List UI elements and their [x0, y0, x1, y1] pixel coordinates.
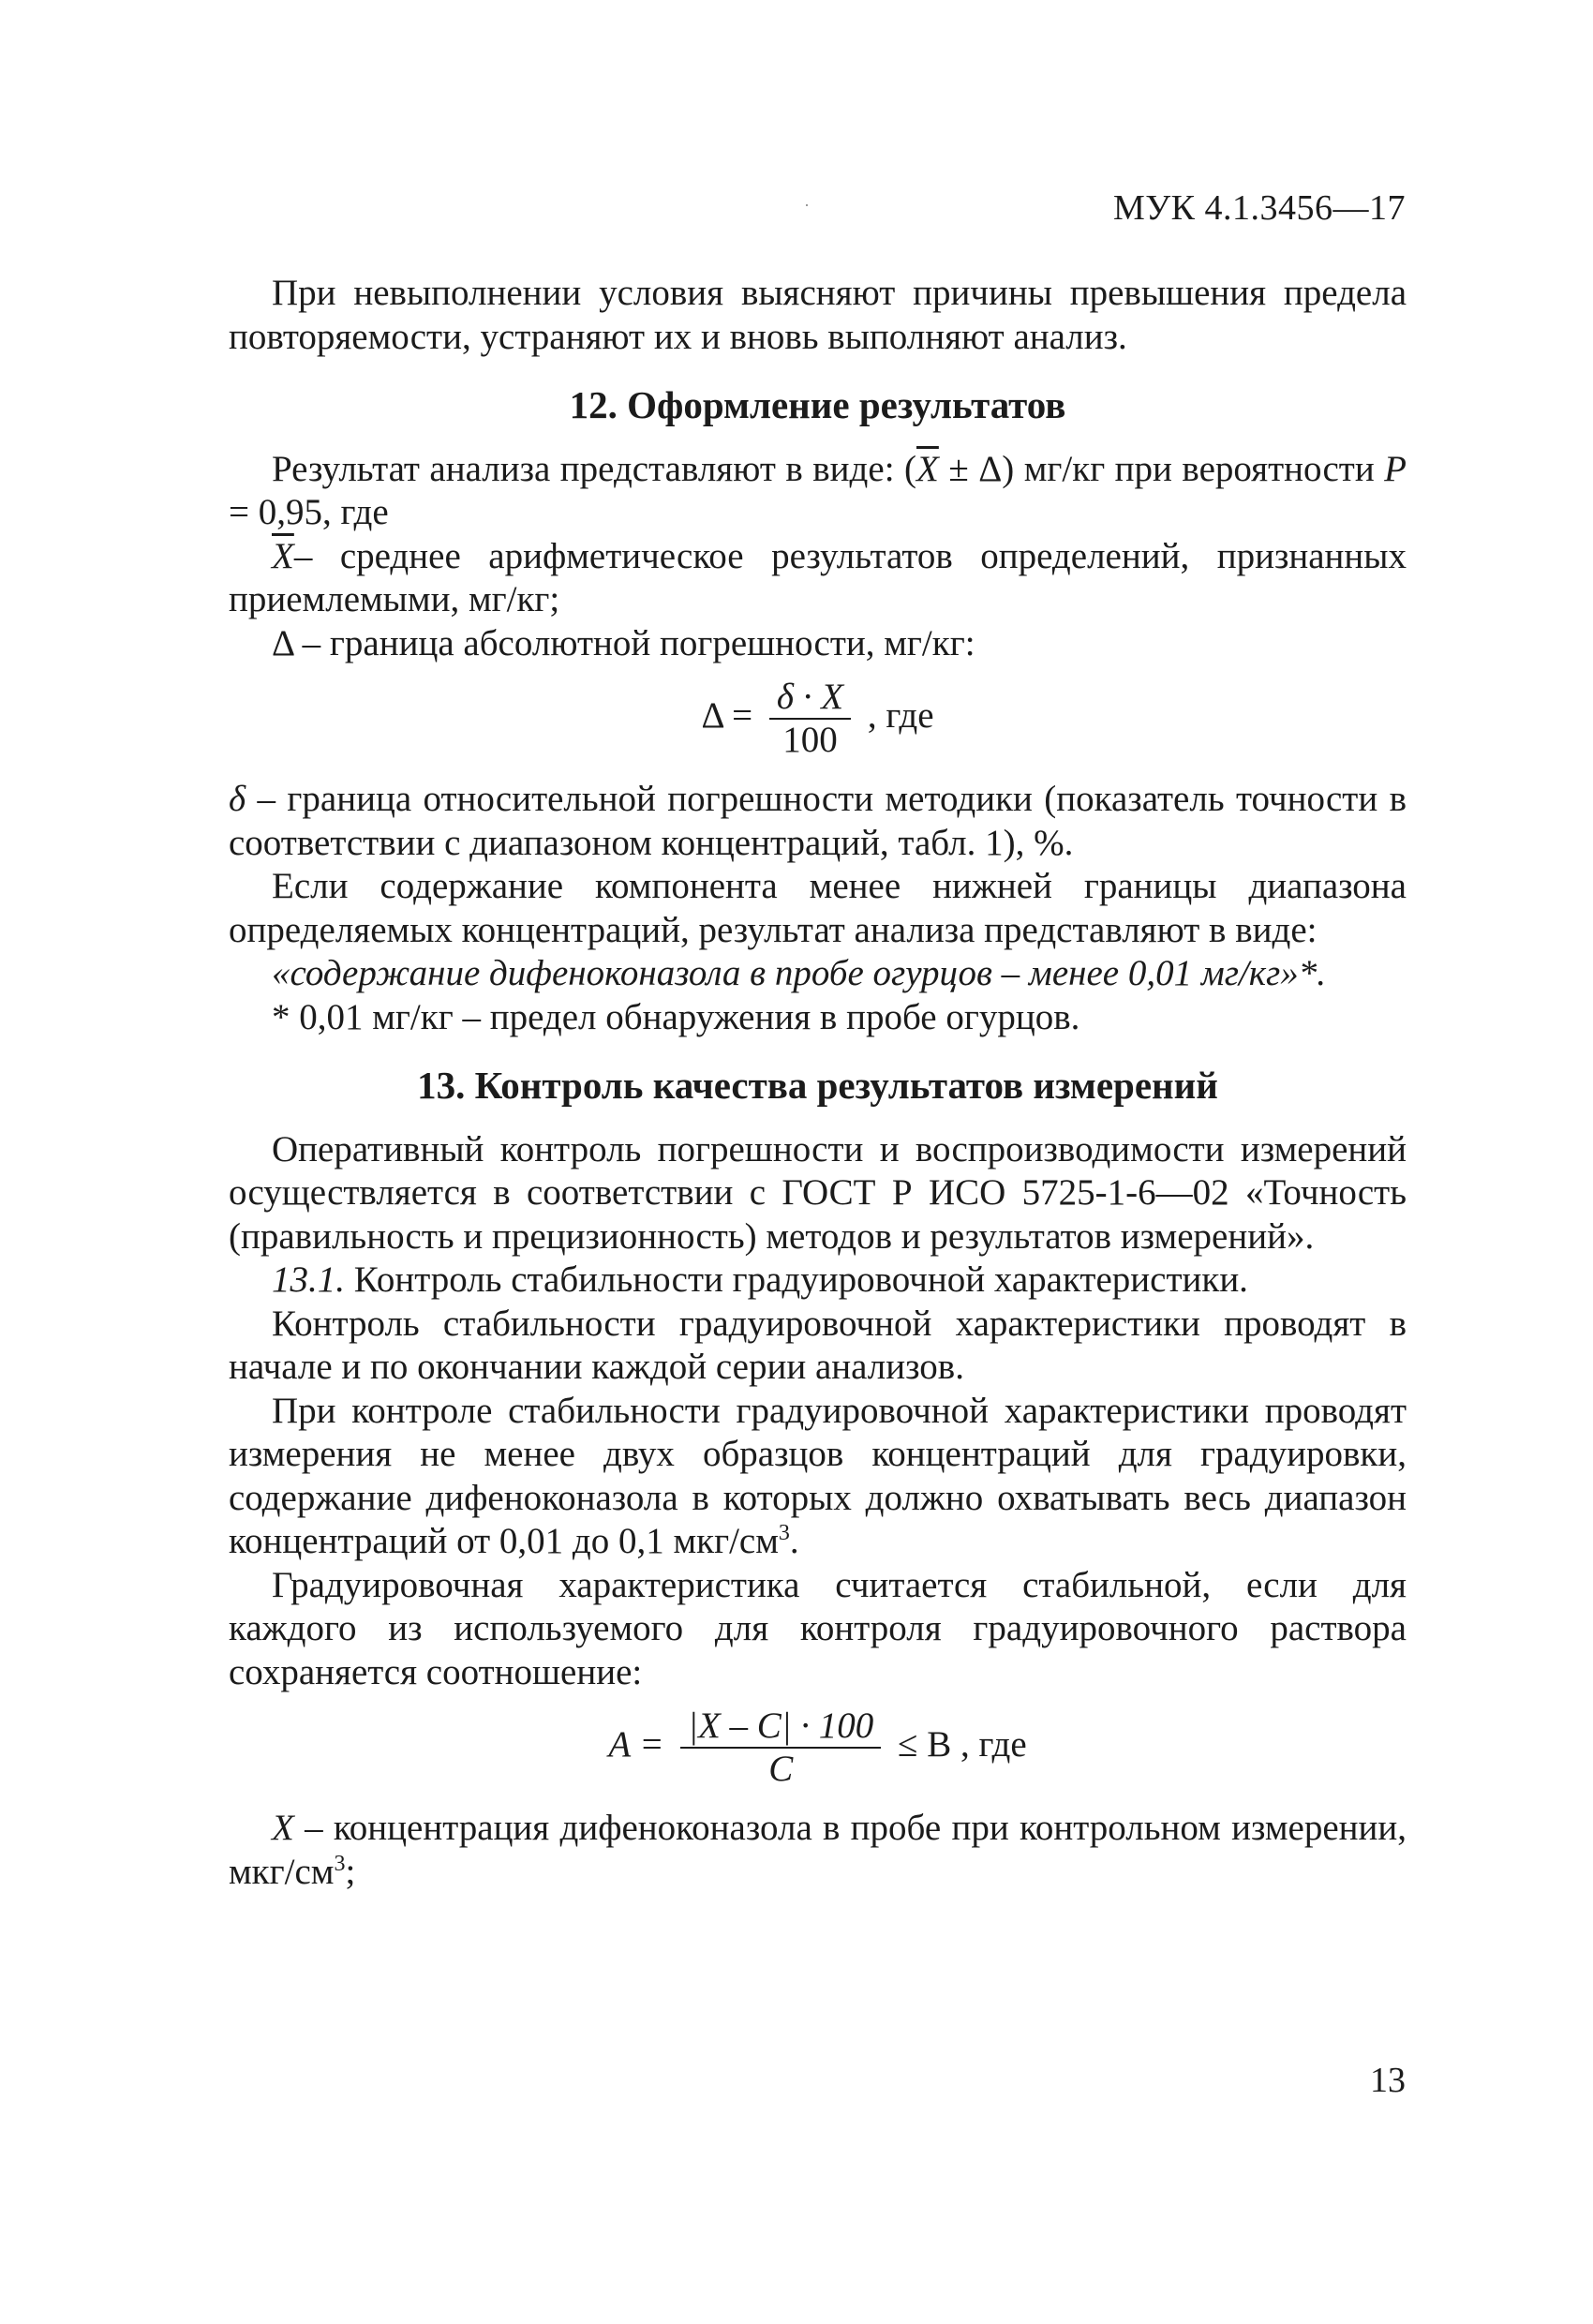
paragraph-relative-error — [229, 778, 1407, 865]
scan-speck — [806, 204, 808, 206]
x-mean-symbol: $\overline{X}$ — [916, 448, 939, 489]
formula-a-denominator: C — [768, 1749, 794, 1789]
x-definition-text: – концентрация дифеноконазола в пробе при контрольном измерении, мкг/см — [229, 1808, 1407, 1892]
section-13-title: 13. Контроль качества результатов измерений — [417, 1064, 1218, 1107]
paragraph-repeatability: При невыполнении условия выясняют причины превышения предела повторяемости, устраняют их и вновь выполняют анализ. — [229, 273, 1407, 357]
formula-delta-tail: , где — [867, 694, 934, 736]
paragraph-footnote: * 0,01 мг/кг – предел обнаружения в пробе огурцов. — [272, 996, 1080, 1037]
result-prefix: Результат анализа представляют в виде: ( — [272, 448, 917, 489]
result-end: = 0,95, где — [229, 492, 389, 532]
paragraph-x-definition — [229, 1807, 1407, 1894]
formula-a-lhs: A = — [608, 1723, 664, 1765]
x-symbol: X — [272, 1808, 294, 1848]
paragraph-stability-samples — [229, 1390, 1407, 1564]
formula-delta-numerator: δ · X — [769, 677, 851, 720]
formula-a-fraction — [680, 1706, 881, 1790]
formula-a-tail: ≤ B , где — [898, 1723, 1027, 1765]
delta-rel-text: – граница относительной погрешности методики (показатель точности в соответствии с диапазоном концентраций, табл. 1), %. — [229, 779, 1407, 863]
stability-samples-text: При контроле стабильности градуировочной характеристики проводят измерения не менее двух образцов концентраций для градуировки, содержание дифеноконазола в которых должно охватывать весь диапазон концентраций от 0,01 до 0,1 мкг/см — [229, 1390, 1407, 1561]
below-range-italic: «содержание дифеноконазола в пробе огурцов – менее 0,01 мг/кг»*. — [272, 953, 1327, 993]
document-code-header: МУК 4.1.3456—17 — [1112, 188, 1406, 228]
cm3-superscript: 3 — [778, 1521, 790, 1545]
formula-delta-denominator: 100 — [782, 720, 838, 760]
subsection-number: 13.1. — [272, 1259, 345, 1300]
paragraph-control-intro: Оперативный контроль погрешности и воспроизводимости измерений осуществляется в соответствии с ГОСТ Р ИСО 5725-1-6—02 «Точность (правильность и прецизионность) методов и результатов измерений». — [229, 1128, 1407, 1257]
formula-a-numerator: |X – C| · 100 — [680, 1706, 881, 1749]
x-definition-end: ; — [345, 1851, 356, 1892]
x-mean-symbol-2: $\overline{X}$ — [272, 535, 294, 576]
paragraph-result-form — [229, 448, 1407, 535]
paragraph-delta-definition: Δ – граница абсолютной погрешности, мг/кг: — [272, 622, 975, 663]
page-body — [229, 272, 1407, 1894]
formula-a — [229, 1706, 1407, 1790]
stability-samples-end: . — [789, 1521, 799, 1561]
formula-delta-fraction — [769, 677, 851, 761]
cm3-superscript-2: 3 — [334, 1851, 346, 1876]
formula-delta — [229, 677, 1407, 761]
paragraph-stability-criterion: Градуировочная характеристика считается стабильной, если для каждого из используемого для контроля градуировочного раствора сохраняется соотношение: — [229, 1564, 1407, 1692]
page-number: 13 — [1370, 2061, 1406, 2100]
paragraph-below-range-format — [229, 952, 1407, 996]
paragraph-stability-timing: Контроль стабильности градуировочной характеристики проводят в начале и по окончании каждой серии анализов. — [229, 1303, 1407, 1387]
paragraph-xbar-definition — [229, 535, 1407, 622]
delta-rel-symbol: δ — [229, 779, 246, 819]
xbar-definition-text: – среднее арифметическое результатов определений, признанных приемлемыми, мг/кг; — [229, 535, 1407, 619]
formula-delta-lhs: Δ = — [701, 694, 753, 736]
section-12-title: 12. Оформление результатов — [569, 383, 1066, 426]
subsection-title: Контроль стабильности градуировочной характеристики. — [345, 1259, 1248, 1300]
probability-symbol: P — [1384, 448, 1407, 489]
result-suffix: ± Δ) мг/кг при вероятности — [938, 448, 1385, 489]
paragraph-below-range: Если содержание компонента менее нижней границы диапазона определяемых концентраций, результат анализа представляют в виде: — [229, 866, 1407, 950]
paragraph-subsection-13-1 — [229, 1259, 1407, 1303]
